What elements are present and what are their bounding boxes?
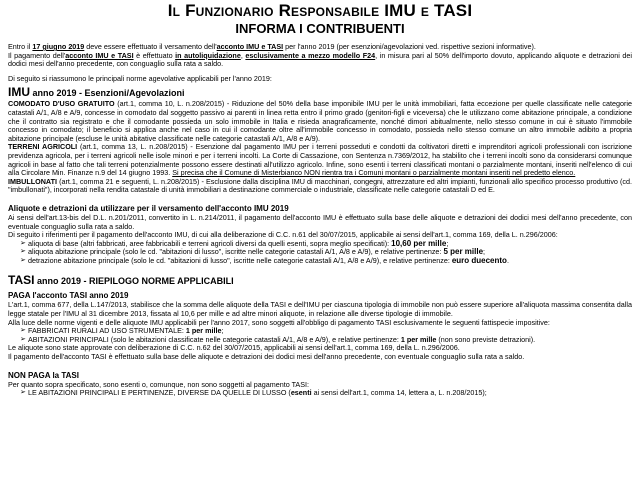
tasi-paga-heading: PAGA l'acconto TASI anno 2019 bbox=[8, 291, 129, 301]
list-item: ➢ FABBRICATI RURALI AD USO STRUMENTALE: 1 per mille; bbox=[20, 327, 632, 336]
tasi-paga-paragraph-3: Le aliquote sono state approvate con deliberazione di C.C. n.62 del 30/07/2015, applicabili ai sensi dell'art.1, comma 169, della L. n.296/2006. bbox=[8, 343, 460, 353]
tasi-non-paga-paragraph: Per quanto sopra specificato, sono esenti o, comunque, non sono soggetti al pagamento TASI: bbox=[8, 379, 310, 389]
imu-aliquote-paragraph-1: Ai sensi dell'art.13-bis del D.L. n.201/2011, convertito in L. n.214/2011, il pagamento dell'acconto IMU è effettuato sulla base delle aliquote e detrazioni dei dodici mesi dell'anno precedente, con eventuale conguaglio sulla rata a saldo. bbox=[8, 212, 632, 231]
tasi-paga-paragraph-4: Il pagamento dell'acconto TASI è effettuato sulla base delle aliquote e detrazioni dei dodici mesi dell'anno precedente, con eventuale conguaglio sulla rata a saldo. bbox=[8, 352, 525, 362]
intro-paragraph-2: Il pagamento dell'acconto IMU e TASI è effettuato in autoliquidazione, esclusivamente a mezzo modello F24, in misura pari al 50% dell'importo dovuto, applicando aliquote e detrazioni dei dodici mesi dell'anno precedente, con conguaglio sulla rata a saldo. bbox=[8, 50, 632, 69]
deadline-date: 17 giugno 2019 bbox=[32, 42, 85, 51]
intro-paragraph-1: Entro il 17 giugno 2019 deve essere effettuato il versamento dell'acconto IMU e TASI per l'anno 2019 (per esenzioni/agevolazioni ved. rispettive sezioni informative). bbox=[8, 42, 536, 51]
imu-comodato-paragraph: COMODATO D'USO GRATUITO (art.1, comma 10, L. n.208/2015) - Riduzione del 50% della base imponibile IMU per le unità immobiliari, fatta eccezione per quelle classificate nelle categorie catastali A/1, A/8 e A/9, concesse in comodato dal soggetto passivo ai parenti in linea retta entro il primo grado (genitori-figli e viceversa) che le utilizzano come abitazione principale, a condizione che il contratto sia registrato e che il comodante possieda un solo immobile in Italia e risieda anagraficamente, nonché dimori abitualmente, nello stesso comune in cui è situato l'immobile concesso in comodato; il beneficio si applica anche nel caso in cui il comodante oltre all'immobile concesso in comodato, possieda nello stesso comune un altro immobile adibito a propria abitazione principale (escluse le unità abitative classificate nelle categorie catastali A/1, A/8 e A/9). bbox=[8, 99, 632, 143]
intro-paragraph-3: Di seguito si riassumono le principali norme agevolative applicabili per l'anno 2019: bbox=[8, 73, 272, 83]
page-title: Il Funzionario Responsabile IMU e TASI bbox=[167, 1, 473, 20]
tasi-non-paga-list bbox=[8, 389, 632, 398]
page-subtitle: INFORMA I CONTRIBUENTI bbox=[235, 21, 405, 36]
imu-imbullonati-paragraph: IMBULLONATI (art.1, comma 21 e seguenti, L. n.208/2015) - Esclusione dalla disciplina IMU di macchinari, congegni, attrezzature ed altri impianti, funzionali allo specifico processo produttivo (cd. "imbullonati"), incorporati nella rendita catastale di unità immobiliari a destinazione commerciale o industriale, classificate nelle categorie catastali D ed E. bbox=[8, 176, 632, 195]
list-item: ➢ detrazione abitazione principale (solo le cd. "abitazioni di lusso", iscritte nelle categorie catastali A/1, A/8 e A/9), e relative pertinenze: euro duecento. bbox=[20, 257, 632, 266]
tasi-paga-list bbox=[8, 327, 632, 344]
imu-section-heading: IMU anno 2019 - Esenzioni/Agevolazioni bbox=[8, 85, 185, 100]
list-item: ➢ LE ABITAZIONI PRINCIPALI E PERTINENZE, DIVERSE DA QUELLE DI LUSSO (esenti ai sensi dell'art.1, comma 14, lettera a, L. n.208/2015); bbox=[20, 389, 632, 398]
imu-aliquote-heading: Aliquote e detrazioni da utilizzare per il versamento dell'acconto IMU 2019 bbox=[8, 203, 289, 213]
tasi-paga-paragraph-1: L'art.1, comma 677, della L.147/2013, stabilisce che la somma delle aliquote della TASI e dell'IMU per ciascuna tipologia di immobile non può essere superiore all'aliquota massima consentita dalla legge statale per l'IMU al 31 dicembre 2013, fissata al 10,6 per mille e ad altre minori aliquote, in relazione alle diverse tipologie di immobile. bbox=[8, 300, 632, 319]
imu-aliquote-list bbox=[8, 240, 632, 266]
tasi-paga-paragraph-2: Alla luce delle norme vigenti e delle aliquote IMU applicabili per l'anno 2017, sono soggetti all'obbligo di pagamento TASI esclusivamente le seguenti fattispecie impositive: bbox=[8, 317, 550, 327]
list-item: ➢ ABITAZIONI PRINCIPALI (solo le abitazioni classificate nelle categorie catastali A/1, A/8 e A/9), e relative pertinenze: 1 per mille (non sono previste detrazioni). bbox=[20, 336, 632, 345]
tasi-non-paga-heading: NON PAGA la TASI bbox=[8, 370, 79, 380]
imu-aliquote-paragraph-2: Di seguito i riferimenti per il pagamento dell'acconto IMU, di cui alla deliberazione di C.C. n.61 del 30/07/2015, applicabile ai sensi dell'art.1, comma 169, della L. n.296/2006: bbox=[8, 230, 558, 240]
imu-terreni-paragraph: TERRENI AGRICOLI (art.1, comma 13, L. n.208/2015) - Esenzione dal pagamento IMU per i terreni posseduti e condotti da coltivatori diretti e imprenditori agricoli professionali con iscrizione previdenza agricola, per i terreni agricoli nelle isole minori e per i terreni incolti. La Corte di Cassazione, con Sentenza n.7369/2012, ha stabilito che i terreni incolti sono da considerarsi comunque agricoli in base al fatto che tali terreni potenzialmente possono essere destinati all'utilizzo agricolo. Infine, sono esenti i terreni classificati montani o parzialmente montani, inseriti nell'elenco di cui alla Circolare Min. Finanze n.9 del 14 giugno 1993. Si precisa che il Comune di Misterbianco NON rientra tra i Comuni montani o parzialmente montani inseriti nel predetto elenco. bbox=[8, 142, 632, 178]
list-item: ➢ aliquota di base (altri fabbricati, aree fabbricabili e terreni agricoli diversi da quelli esenti, sopra meglio specificati): 10,60 per mille; bbox=[20, 240, 632, 249]
list-item: ➢ aliquota abitazione principale (solo le cd. "abitazioni di lusso", iscritte nelle categorie catastali A/1, A/8 e A/9), e relative pertinenze: 5 per mille; bbox=[20, 248, 632, 257]
tasi-section-heading: TASI anno 2019 - RIEPILOGO NORME APPLICABILI bbox=[8, 273, 234, 288]
